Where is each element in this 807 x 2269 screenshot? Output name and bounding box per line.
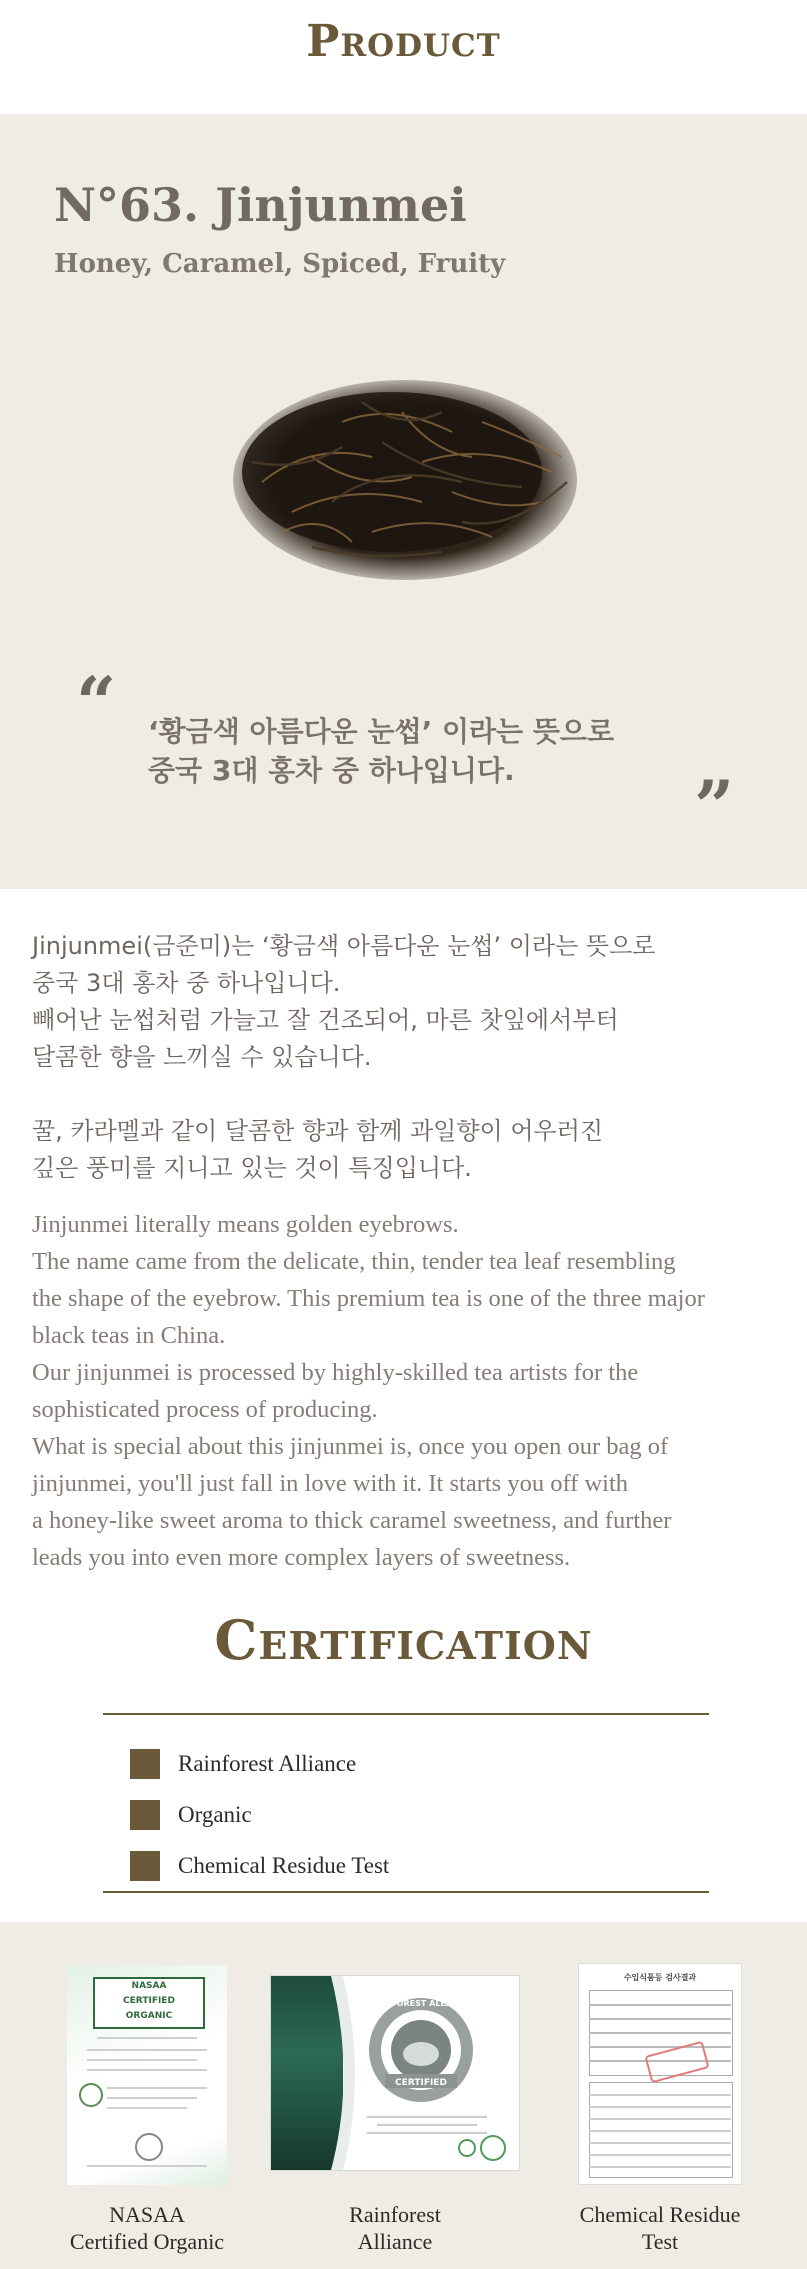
cert-list-item [130, 1840, 389, 1891]
svg-text:RAINFOREST ALLIANCE: RAINFOREST ALLIANCE [369, 1999, 473, 2008]
tea-leaf-image [222, 362, 588, 592]
svg-text:CERTIFIED: CERTIFIED [395, 2078, 447, 2088]
page-title: Product [306, 16, 501, 67]
paragraph-line: leads you into even more complex layers of sweetness. [32, 1544, 571, 1571]
square-bullet-icon [130, 1749, 160, 1779]
paragraph-line: a honey-like sweet aroma to thick caramel sweetness, and further [32, 1507, 672, 1534]
paragraph-line: jinjunmei, you'll just fall in love with it. It starts you off with [32, 1470, 629, 1497]
square-bullet-icon [130, 1851, 160, 1881]
english-description [32, 1206, 807, 1576]
organic-seal-icon [79, 2083, 103, 2107]
product-quote [148, 712, 708, 790]
korean-description [32, 928, 792, 1187]
paragraph-line: 꿀, 카라멜과 같이 달콤한 향과 함께 과일향이 어우러진 [32, 1117, 604, 1145]
certificate-caption-rainforest: Rainforest Alliance [349, 2202, 441, 2254]
quote-line: ‘황금색 아름다운 눈썹’ 이라는 뜻으로 [148, 715, 614, 748]
paragraph-line: the shape of the eyebrow. This premium tea is one of the three major [32, 1285, 705, 1312]
rainforest-certificate-image [270, 1975, 520, 2171]
divider-top [103, 1713, 709, 1715]
chemical-test-certificate-image [578, 1963, 742, 2185]
rainforest-seal-icon [271, 1976, 519, 2170]
certification-title: Certification [214, 1608, 593, 1672]
open-quote-mark: “ [76, 661, 117, 744]
paragraph-line: What is special about this jinjunmei is, once you open our bag of [32, 1433, 669, 1460]
document-title: 수입식품등 검사결과 [623, 1973, 697, 1982]
quote-line: 중국 3대 홍차 중 하나입니다. [148, 754, 515, 787]
divider-bottom [103, 1891, 709, 1893]
paragraph-line: Jinjunmei literally means golden eyebrows. [32, 1211, 459, 1238]
product-flavor-notes: Honey, Caramel, Spiced, Fruity [54, 249, 506, 279]
paragraph-line: Jinjunmei(금준미)는 ‘황금색 아름다운 눈썹’ 이라는 뜻으로 [32, 932, 656, 960]
seal-icon [135, 2133, 163, 2161]
paragraph-line: sophisticated process of producing. [32, 1396, 378, 1423]
cert-item-label: Chemical Residue Test [178, 1852, 390, 1878]
certificate-caption-nasaa: NASAA Certified Organic [69, 2202, 225, 2254]
cert-list-item [130, 1789, 389, 1840]
paragraph-line: Our jinjunmei is processed by highly-skilled tea artists for the [32, 1359, 639, 1386]
close-quote-mark: ” [694, 765, 735, 848]
paragraph-line: 깊은 풍미를 지니고 있는 것이 특징입니다. [32, 1154, 472, 1182]
cert-item-label: Organic [178, 1801, 252, 1827]
paragraph-line: The name came from the delicate, thin, tender tea leaf resembling [32, 1248, 676, 1275]
nasaa-certificate-image [67, 1965, 227, 2185]
product-name: N°63. Jinjunmei [54, 178, 467, 232]
square-bullet-icon [130, 1800, 160, 1830]
nasaa-badge: NASAA CERTIFIED ORGANIC [93, 1977, 205, 2029]
paragraph-line: 빼어난 눈썹처럼 가늘고 잘 건조되어, 마른 찻잎에서부터 [32, 1006, 619, 1034]
paragraph-line: 달콤한 향을 느끼실 수 있습니다. [32, 1043, 372, 1071]
certification-list [130, 1738, 389, 1891]
paragraph-line: 중국 3대 홍차 중 하나입니다. [32, 969, 341, 997]
cert-list-item [130, 1738, 389, 1789]
paragraph-line [32, 1076, 792, 1113]
certificate-caption-chemical: Chemical Residue Test [579, 2202, 741, 2254]
cert-item-label: Rainforest Alliance [178, 1750, 357, 1776]
paragraph-line: black teas in China. [32, 1322, 226, 1349]
